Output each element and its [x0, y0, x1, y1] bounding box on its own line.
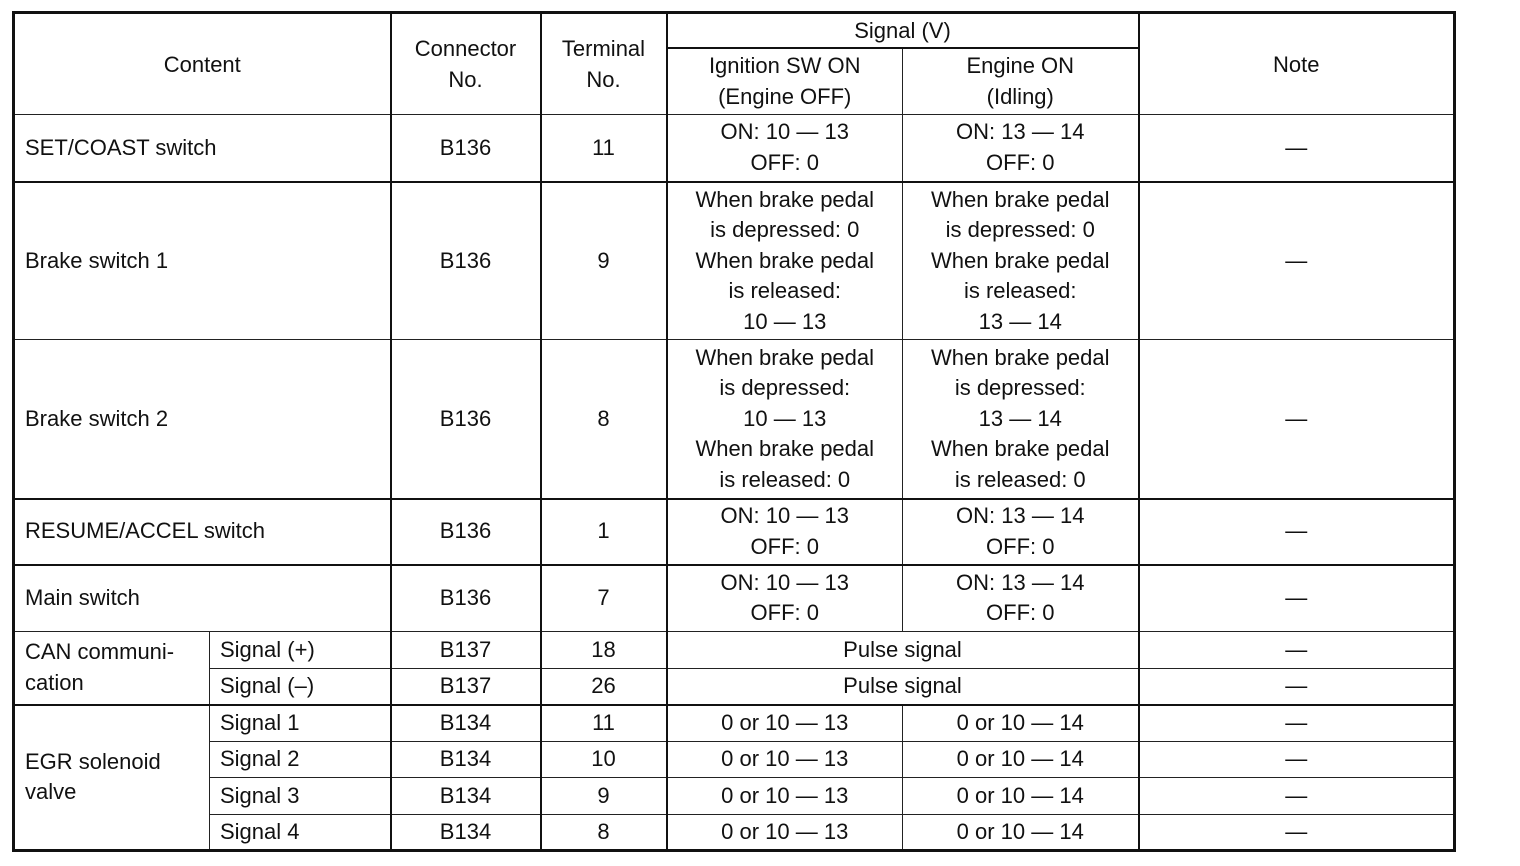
row-ignition-signal: ON: 10 — 13 OFF: 0 [667, 499, 903, 565]
row-signal: Pulse signal [667, 669, 1139, 705]
row-note: — [1139, 182, 1455, 340]
row-note: — [1139, 669, 1455, 705]
row-sub-label: Signal 3 [210, 778, 391, 815]
row-connector: B136 [391, 182, 541, 340]
table-row [14, 705, 1455, 742]
signal-spec-table [12, 11, 1456, 852]
table-row [14, 340, 1455, 499]
row-ignition-signal: When brake pedal is depressed: 0 When brake pedal is released: 10 — 13 [667, 182, 903, 340]
row-terminal: 11 [541, 705, 667, 742]
can-group-label: CAN communi- cation [14, 632, 210, 705]
row-signal: Pulse signal [667, 632, 1139, 669]
row-content: Main switch [14, 565, 391, 632]
egr-group-label: EGR solenoid valve [14, 705, 210, 851]
row-terminal: 26 [541, 669, 667, 705]
row-content: SET/COAST switch [14, 115, 391, 182]
row-terminal: 9 [541, 182, 667, 340]
row-connector: B134 [391, 778, 541, 815]
header-ignition: Ignition SW ON (Engine OFF) [667, 48, 903, 115]
table-row [14, 742, 1455, 778]
row-engine-signal: When brake pedal is depressed: 13 — 14 When brake pedal is released: 0 [903, 340, 1139, 499]
row-sub-label: Signal (+) [210, 632, 391, 669]
row-terminal: 1 [541, 499, 667, 565]
row-sub-label: Signal (–) [210, 669, 391, 705]
table-row [14, 565, 1455, 632]
row-terminal: 18 [541, 632, 667, 669]
row-connector: B136 [391, 115, 541, 182]
row-terminal: 7 [541, 565, 667, 632]
header-signal: Signal (V) [667, 13, 1139, 48]
row-terminal: 9 [541, 778, 667, 815]
header-terminal: Terminal No. [541, 13, 667, 115]
row-connector: B137 [391, 669, 541, 705]
row-terminal: 8 [541, 815, 667, 851]
header-note: Note [1139, 13, 1455, 115]
row-connector: B134 [391, 815, 541, 851]
row-content: RESUME/ACCEL switch [14, 499, 391, 565]
row-terminal: 10 [541, 742, 667, 778]
row-ignition-signal: When brake pedal is depressed: 10 — 13 When brake pedal is released: 0 [667, 340, 903, 499]
row-note: — [1139, 815, 1455, 851]
row-note: — [1139, 632, 1455, 669]
table-row [14, 499, 1455, 565]
table-row [14, 182, 1455, 340]
row-content: Brake switch 1 [14, 182, 391, 340]
header-content: Content [14, 13, 391, 115]
row-connector: B136 [391, 565, 541, 632]
row-ignition-signal: 0 or 10 — 13 [667, 778, 903, 815]
header-connector: Connector No. [391, 13, 541, 115]
row-ignition-signal: 0 or 10 — 13 [667, 815, 903, 851]
table-row [14, 669, 1455, 705]
row-terminal: 11 [541, 115, 667, 182]
row-ignition-signal: 0 or 10 — 13 [667, 742, 903, 778]
row-connector: B136 [391, 499, 541, 565]
table-row [14, 115, 1455, 182]
table-row [14, 778, 1455, 815]
row-note: — [1139, 705, 1455, 742]
row-connector: B134 [391, 742, 541, 778]
row-terminal: 8 [541, 340, 667, 499]
row-note: — [1139, 778, 1455, 815]
row-note: — [1139, 499, 1455, 565]
row-engine-signal: When brake pedal is depressed: 0 When brake pedal is released: 13 — 14 [903, 182, 1139, 340]
row-engine-signal: 0 or 10 — 14 [903, 742, 1139, 778]
row-sub-label: Signal 2 [210, 742, 391, 778]
row-content: Brake switch 2 [14, 340, 391, 499]
header-engine: Engine ON (Idling) [903, 48, 1139, 115]
row-connector: B134 [391, 705, 541, 742]
row-engine-signal: ON: 13 — 14 OFF: 0 [903, 565, 1139, 632]
row-engine-signal: ON: 13 — 14 OFF: 0 [903, 115, 1139, 182]
row-connector: B136 [391, 340, 541, 499]
row-ignition-signal: ON: 10 — 13 OFF: 0 [667, 115, 903, 182]
row-engine-signal: ON: 13 — 14 OFF: 0 [903, 499, 1139, 565]
table-row [14, 815, 1455, 851]
row-note: — [1139, 742, 1455, 778]
row-engine-signal: 0 or 10 — 14 [903, 778, 1139, 815]
row-engine-signal: 0 or 10 — 14 [903, 815, 1139, 851]
row-engine-signal: 0 or 10 — 14 [903, 705, 1139, 742]
row-note: — [1139, 115, 1455, 182]
row-note: — [1139, 565, 1455, 632]
row-ignition-signal: ON: 10 — 13 OFF: 0 [667, 565, 903, 632]
row-sub-label: Signal 4 [210, 815, 391, 851]
row-sub-label: Signal 1 [210, 705, 391, 742]
row-ignition-signal: 0 or 10 — 13 [667, 705, 903, 742]
row-connector: B137 [391, 632, 541, 669]
table-row [14, 632, 1455, 669]
row-note: — [1139, 340, 1455, 499]
